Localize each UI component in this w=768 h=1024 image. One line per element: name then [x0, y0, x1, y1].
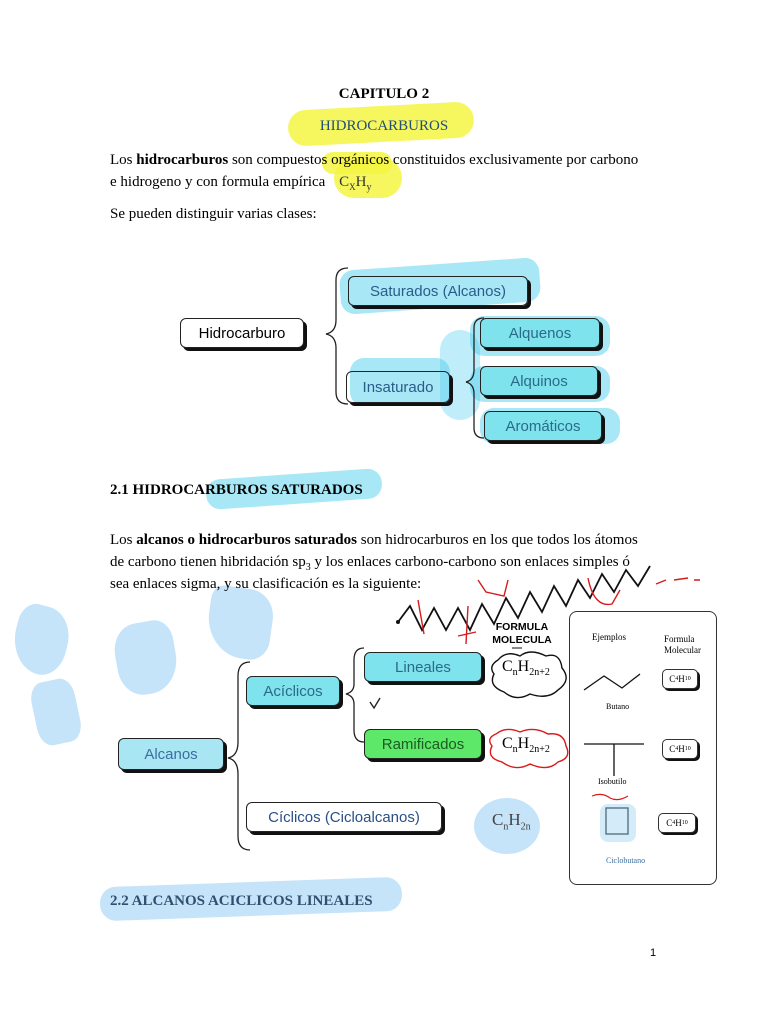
box-alcanos: Alcanos: [118, 738, 224, 770]
box-ciclicos: Cíclicos (Cicloalcanos): [246, 802, 442, 832]
formula-ciclobutano-box: C 4 H 10: [658, 813, 696, 833]
intro-pre: Los: [110, 152, 137, 168]
section21-line2: de carbono tienen hibridación $sp_3$ y los enlaces carbono-carbono son enlaces simples ó: [110, 554, 630, 573]
examples-formula-title: Formula Molecular: [664, 634, 701, 655]
chapter-label: CAPITULO 2: [338, 86, 430, 102]
examples-title: Ejemplos: [592, 632, 626, 642]
box-hidrocarburo: Hidrocarburo: [180, 318, 304, 348]
section21-line1: Los alcanos o hidrocarburos saturados son hidrocarburos en los que todos los átomos: [110, 532, 638, 548]
box-insaturado: Insaturado: [346, 371, 450, 403]
intro-paragraph-2: Se pueden distinguir varias clases:: [110, 206, 317, 222]
intro-line2: e hidrogeno y con formula empírica: [110, 174, 326, 190]
box-alquenos: Alquenos: [480, 318, 600, 348]
formula-butano-box: C 4 H 10: [662, 669, 698, 689]
box-saturados: Saturados (Alcanos): [348, 276, 528, 306]
box-lineales: Lineales: [364, 652, 482, 682]
section21-heading: 2.1 HIDROCARBUROS SATURADOS: [110, 482, 363, 498]
section22-heading: 2.2 ALCANOS ACICLICOS LINEALES: [110, 893, 373, 909]
box-aromaticos: Aromáticos: [484, 411, 602, 441]
label-butano: Butano: [606, 702, 630, 711]
label-isobutilo: Isobutilo: [598, 777, 627, 786]
ciclobutano-highlight: [600, 804, 636, 842]
intro-bold: hidrocarburos: [136, 152, 229, 168]
box-aciclicos: Acíclicos: [246, 676, 340, 706]
label-ciclobutano: Ciclobutano: [606, 856, 646, 865]
formula-lineales: $C_nH_{2n+2}$: [502, 658, 550, 679]
box-ramificados: Ramificados: [364, 729, 482, 759]
box-alquinos: Alquinos: [480, 366, 598, 396]
formula-ciclicos: $C_nH_{2n}$: [492, 810, 531, 833]
formula-header: FORMULA MOLECULA: [492, 621, 552, 646]
intro-post: son compuestos orgánicos constituidos exclusivamente por carbono: [228, 152, 639, 168]
page-number: 1: [650, 947, 657, 959]
empirical-formula: $C_XH_y$: [339, 174, 372, 193]
formula-isobutilo-box: C 4 H 10: [662, 739, 698, 759]
formula-ramificados: $C_nH_{2n+2}$: [502, 735, 550, 756]
section21-line3: sea enlaces sigma, y su clasificación es la siguiente:: [110, 576, 422, 592]
page-title: HIDROCARBUROS: [319, 118, 449, 134]
